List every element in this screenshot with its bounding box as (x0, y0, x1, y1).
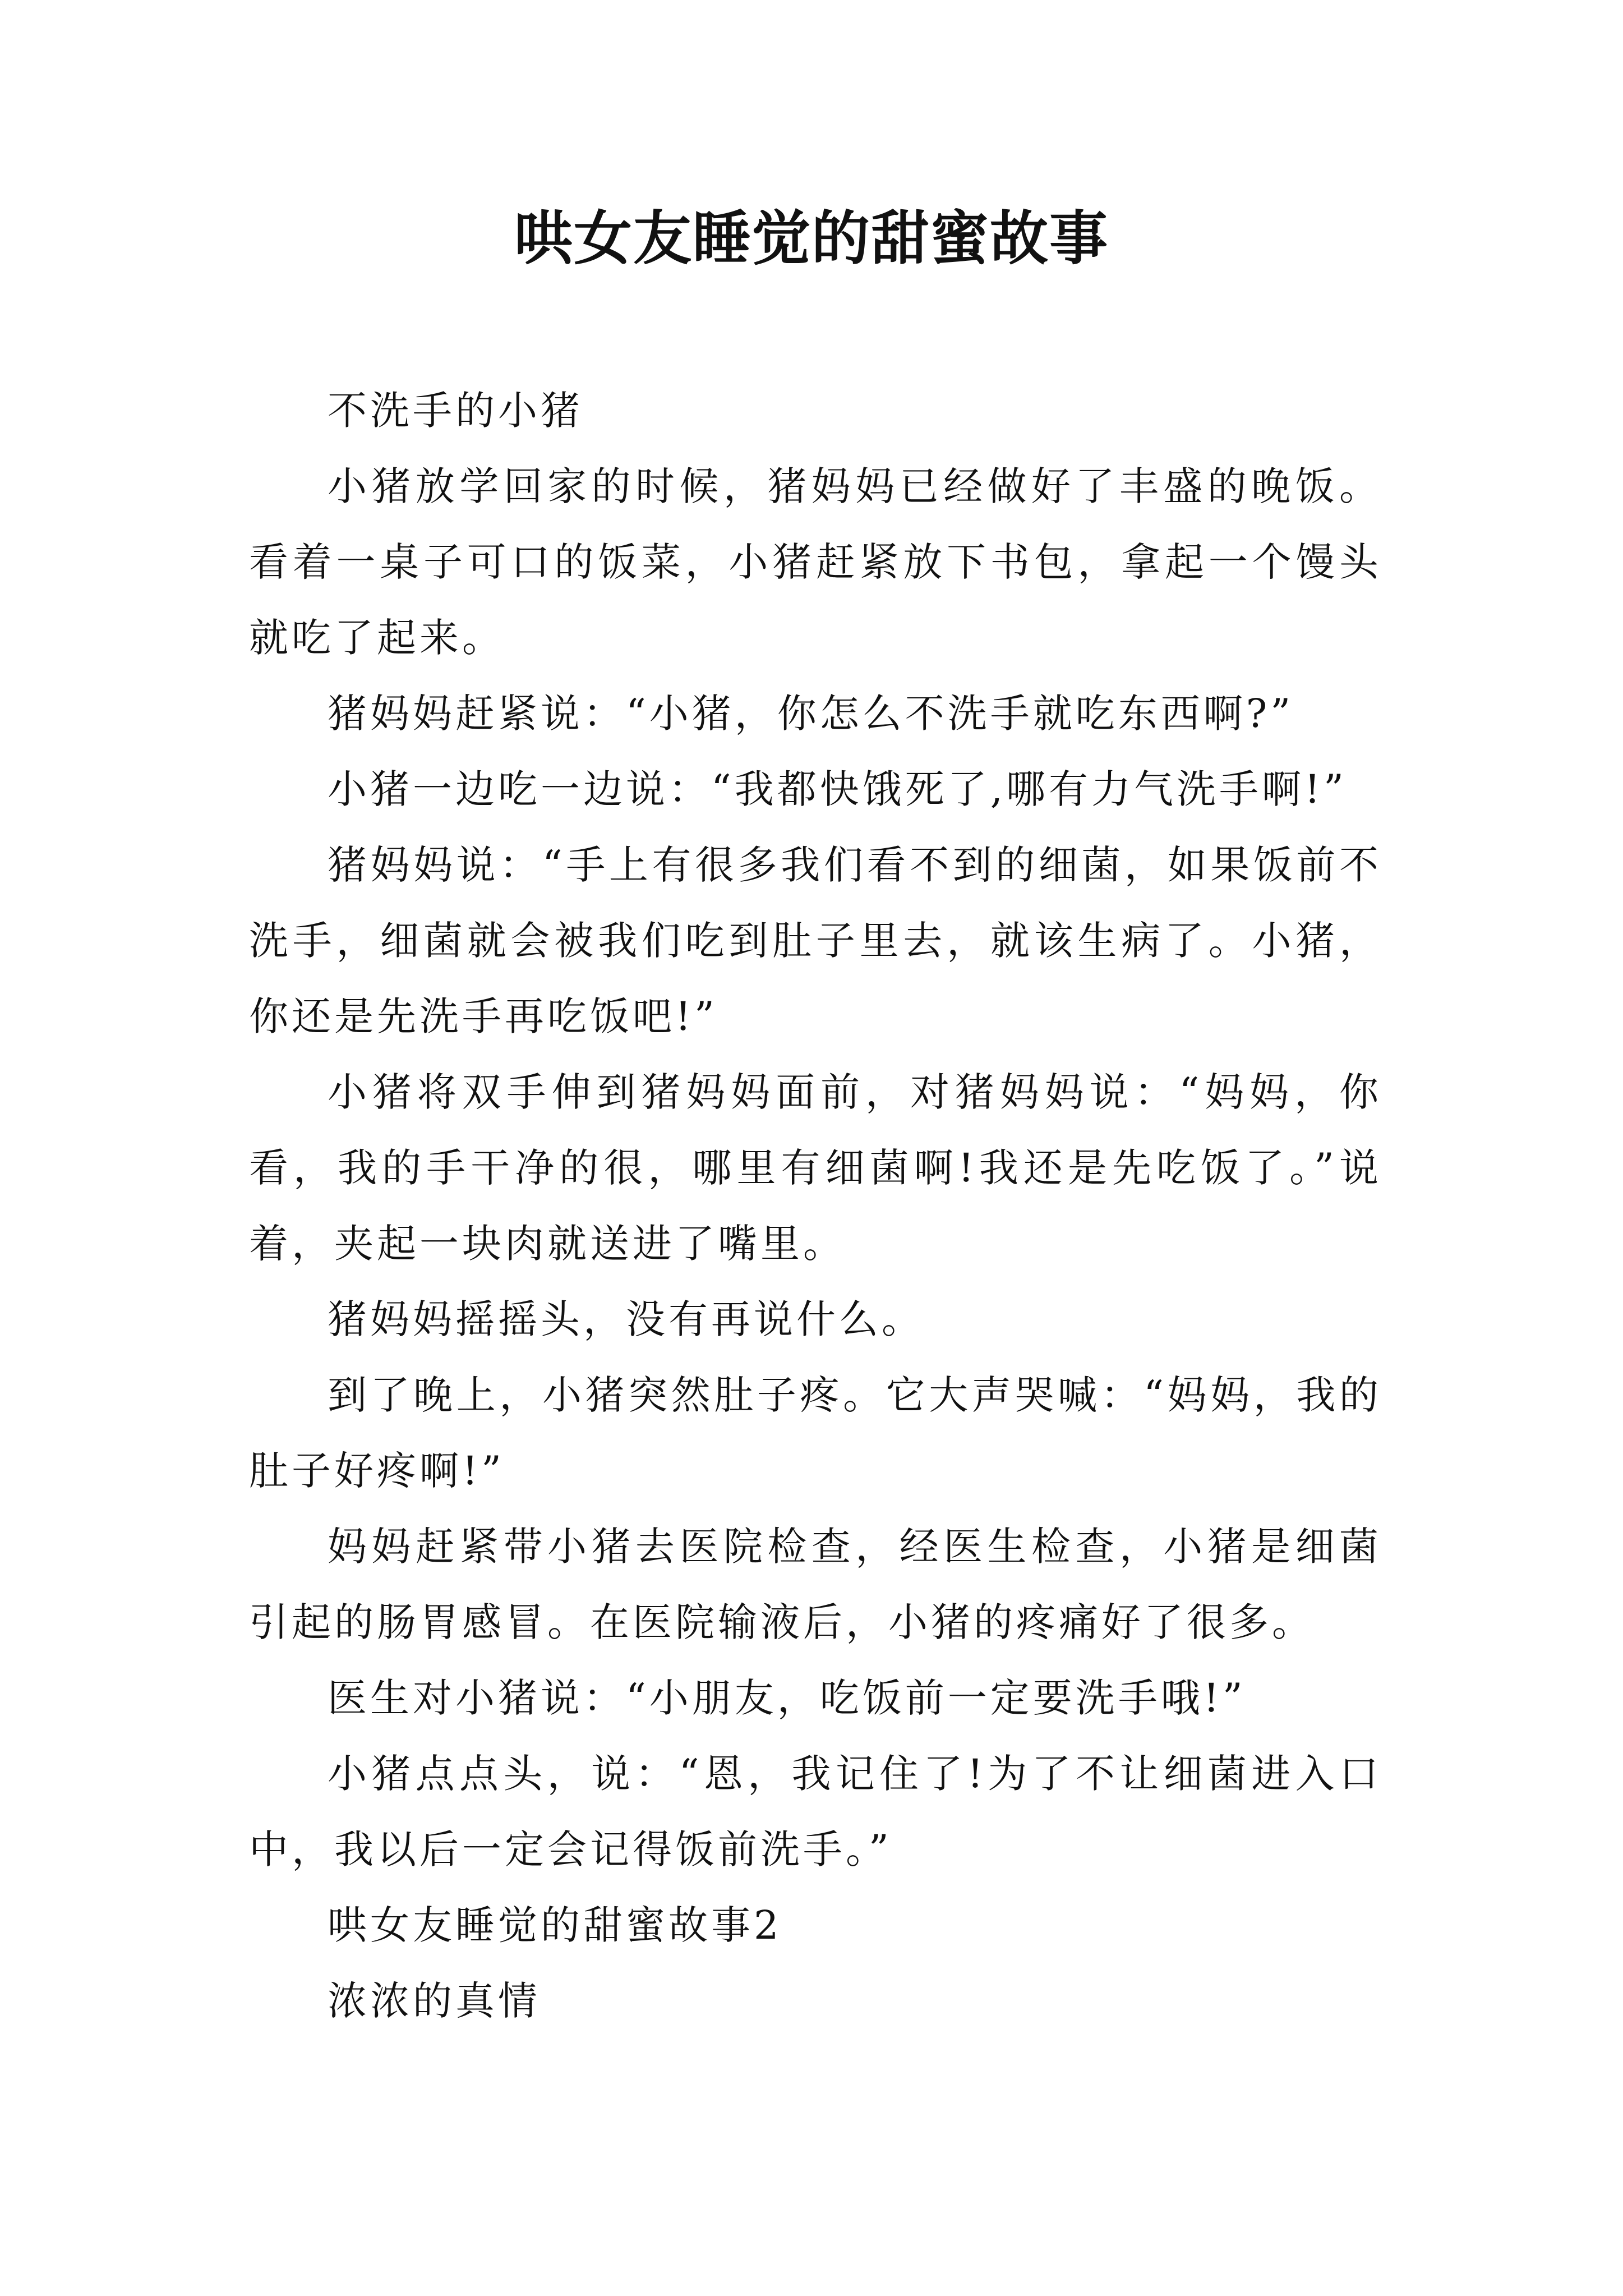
document-body (249, 373, 1382, 2039)
paragraph: 医生对小猪说：“小朋友，吃饭前一定要洗手哦!” (328, 1675, 1246, 1721)
paragraph: 猪妈妈赶紧说：“小猪，你怎么不洗手就吃东西啊?” (328, 691, 1294, 737)
paragraph: 小猪一边吃一边说：“我都快饿死了,哪有力气洗手啊!” (328, 766, 1347, 812)
document-title: 哄女友睡觉的甜蜜故事 (514, 204, 1109, 273)
paragraph: 到了晚上，小猪突然肚子疼。它大声哭喊：“妈妈，我的肚子好疼啊!” (249, 1372, 1382, 1494)
section-heading: 哄女友睡觉的甜蜜故事2 (328, 1902, 782, 1948)
paragraph: 猪妈妈说：“手上有很多我们看不到的细菌，如果饭前不洗手，细菌就会被我们吃到肚子里去，就该生病了。小猪，你还是先洗手再吃饭吧!” (249, 842, 1382, 1039)
paragraph: 妈妈赶紧带小猪去医院检查，经医生检查，小猪是细菌引起的肠胃感冒。在医院输液后，小猪的疼痛好了很多。 (249, 1524, 1382, 1645)
section-heading: 不洗手的小猪 (328, 388, 583, 434)
paragraph: 猪妈妈摇摇头，没有再说什么。 (328, 1296, 924, 1342)
section-heading: 浓浓的真情 (328, 1978, 541, 2024)
paragraph: 小猪将双手伸到猪妈妈面前，对猪妈妈说：“妈妈，你看，我的手干净的很，哪里有细菌啊!我还是先吃饭了。”说着，夹起一块肉就送进了嘴里。 (249, 1069, 1382, 1267)
paragraph: 小猪点点头，说：“恩，我记住了!为了不让细菌进入口中，我以后一定会记得饭前洗手。” (249, 1751, 1382, 1872)
paragraph: 小猪放学回家的时候，猪妈妈已经做好了丰盛的晚饭。看着一桌子可口的饭菜，小猪赶紧放下书包，拿起一个馒头就吃了起来。 (249, 463, 1382, 661)
